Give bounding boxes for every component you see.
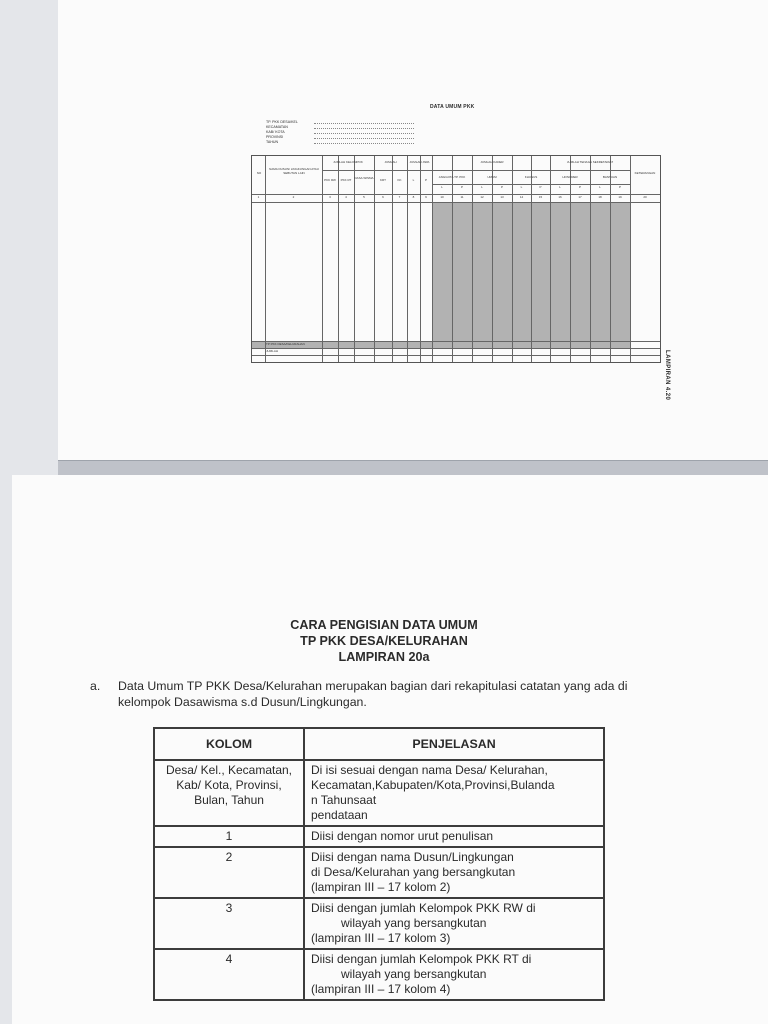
field-label: KAB/ KOTA [266,130,285,134]
intro-paragraph [90,678,680,710]
penjelasan-line: pendataan [311,808,368,822]
penjelasan-line: (lampiran III – 17 kolom 3) [311,931,451,945]
col-p-header: P [424,178,427,182]
footer-row-jumlah: JUMLAH [266,349,279,353]
col-khusus-header: KHUSUS [524,175,538,179]
instruction-page [12,475,768,1024]
kolom-cell: 2 [154,847,304,898]
col-number: 12 [480,195,484,199]
field-label: TP. PKK DESA/KEL [266,120,298,124]
col-number: 4 [345,195,347,199]
penjelasan-line: Diisi dengan nama Dusun/Lingkungan [311,850,514,864]
paragraph-text: Data Umum TP PKK Desa/Kelurahan merupakan bagian dari rekapitulasi catatan yang ada di kelompok Dasawisma s.d Dusun/Lingkungan. [118,679,628,709]
col-number: 2 [292,195,295,199]
col-jumlah-header: JUMLAH [384,160,397,164]
col-number: 1 [257,195,260,199]
col-kk-header: KK [397,178,402,182]
col-number: 14 [519,195,524,199]
penjelasan-line: n Tahunsaat [311,793,377,807]
penjelasan-line: Di isi sesuai dengan nama Desa/ Kelurahan, [311,763,548,777]
penjelasan-line: Diisi dengan jumlah Kelompok PKK RW di [311,901,536,915]
field-label: PROVINSI [266,135,284,139]
sub-p: P [460,185,463,189]
sub-p: P [500,185,503,189]
top-scanned-form-page [58,0,768,460]
penjelasan-header: PENJELASAN [304,728,604,760]
col-l-header: L [412,178,415,182]
field-label: TAHUN [266,140,279,144]
col-krt-header: KRT [380,178,386,182]
heading-line-1: CARA PENGISIAN DATA UMUM [290,618,478,632]
col-jumlah-kader-header: JUMLAH KADER [480,160,504,164]
data-umum-form-table [251,155,661,363]
col-pkk-rt-header: PKK RT [340,178,352,182]
kolom-cell: 1 [154,826,304,847]
form-title: DATA UMUM PKK [430,104,475,110]
footer-row-tp-pkk: TP PKK DESA/KELURAHAN [266,342,305,346]
col-bantuan-header: BANTUAN [602,175,618,179]
table-row [154,847,604,898]
sub-l: L [559,185,561,189]
penjelasan-line: di Desa/Kelurahan yang bersangkutan [311,865,516,879]
col-number: 3 [329,195,331,199]
table-row [154,760,604,826]
sub-l: L [441,185,443,189]
col-number: 6 [382,195,384,199]
penjelasan-line: wilayah yang bersangkutan [341,916,487,930]
col-number: 18 [598,195,602,199]
col-anggota-header: ANGGOTA TP. PKK [438,175,466,179]
penjelasan-cell [304,898,604,949]
penjelasan-line: Diisi dengan jumlah Kelompok PKK RT di [311,952,532,966]
col-number: 11 [460,195,464,199]
field-label: KECAMATAN [266,125,288,129]
penjelasan-line: Kecamatan,Kabupaten/Kota,Provinsi,Bulanda [311,778,555,792]
col-no-header: NO [256,171,262,175]
col-keterangan-header: KETERANGAN [634,171,656,175]
sub-p: P [539,185,542,189]
explanation-table [153,727,605,1001]
sub-l: L [481,185,483,189]
col-number: 13 [500,195,504,199]
kolom-header: KOLOM [154,728,304,760]
col-pkk-rw-header: PKK RW [324,178,336,182]
penjelasan-cell [304,949,604,1000]
table-header-row [154,728,604,760]
col-number: 10 [440,195,444,199]
kolom-cell: 3 [154,898,304,949]
kolom-cell: 4 [154,949,304,1000]
col-number: 8 [412,195,415,199]
col-dasa-wisma-header: DASA WISMA [354,176,374,180]
sub-l: L [599,185,601,189]
col-honorer-header: HONORER [562,175,578,179]
col-number: 7 [398,195,401,199]
lampiran-side-label: LAMPIRAN 4.20 [664,350,670,401]
penjelasan-cell [304,760,604,826]
list-marker: a. [90,679,101,693]
penjelasan-line: wilayah yang bersangkutan [341,967,487,981]
col-jumlah-kelompok-header: JUMLAH KELOMPOK [333,160,363,164]
heading-line-3: LAMPIRAN 20a [338,650,430,664]
col-tenaga-header: JUMLAH TENAGA SEKRETARIAT [566,160,614,164]
penjelasan-line: Diisi dengan nomor urut penulisan [311,829,494,843]
penjelasan-line: (lampiran III – 17 kolom 4) [311,982,451,996]
col-number: 5 [363,195,365,199]
col-number: 15 [538,195,543,199]
col-nama-header: NAMA DUSUN/ LINGKUNGAN ATAU SEBUTAN LAIN [269,167,319,175]
form-header-fields [266,120,414,145]
col-umum-header: UMUM [487,175,497,179]
penjelasan-cell [304,826,604,847]
table-row [154,949,604,1000]
table-row [154,826,604,847]
kolom-cell: Desa/ Kel., Kecamatan, Kab/ Kota, Provinsi, Bulan, Tahun [154,760,304,826]
heading-line-2: TP PKK DESA/KELURAHAN [300,634,468,648]
col-number: 16 [558,195,562,199]
sub-l: L [520,185,523,189]
col-number: 17 [578,195,582,199]
col-jumlah-jiwa-header: JUMLAH JIWA [409,160,430,164]
col-number: 9 [425,195,427,199]
col-number: 19 [618,195,622,199]
sub-p: P [578,185,581,189]
penjelasan-line: (lampiran III – 17 kolom 2) [311,880,451,894]
col-number: 20 [643,195,647,199]
sub-p: P [618,185,621,189]
table-row [154,898,604,949]
penjelasan-cell [304,847,604,898]
